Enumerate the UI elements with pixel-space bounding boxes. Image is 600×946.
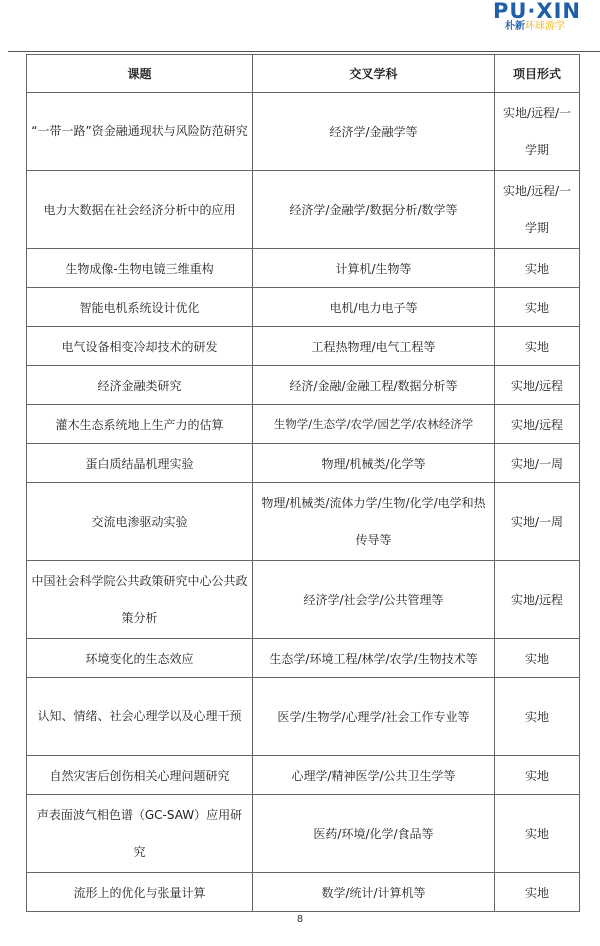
cell-format: 实地 — [495, 756, 580, 795]
cell-topic: 声表面波气相色谱（GC-SAW）应用研究 — [27, 795, 253, 873]
cell-format: 实地/远程 — [495, 405, 580, 444]
cell-topic: 电力大数据在社会经济分析中的应用 — [27, 171, 253, 249]
table-row — [27, 171, 580, 249]
cell-format: 实地 — [495, 639, 580, 678]
cell-topic: “一带一路”资金融通现状与风险防范研究 — [27, 93, 253, 171]
cell-format: 实地 — [495, 678, 580, 756]
logo-wordmark: PU∙XIN — [493, 0, 582, 23]
header-topic: 课题 — [27, 55, 253, 93]
cell-format: 实地/远程/一学期 — [495, 171, 580, 249]
table-row — [27, 639, 580, 678]
cell-topic: 灌木生态系统地上生产力的估算 — [27, 405, 253, 444]
table-row — [27, 405, 580, 444]
cell-format: 实地/一周 — [495, 483, 580, 561]
cell-discipline: 医学/生物学/心理学/社会工作专业等 — [253, 678, 495, 756]
cell-format: 实地 — [495, 288, 580, 327]
table-row — [27, 327, 580, 366]
cell-discipline: 经济学/社会学/公共管理等 — [253, 561, 495, 639]
logo-tagline — [505, 20, 565, 34]
table-row — [27, 873, 580, 912]
cell-topic: 蛋白质结晶机理实验 — [27, 444, 253, 483]
cell-topic: 经济金融类研究 — [27, 366, 253, 405]
cell-topic: 自然灾害后创伤相关心理问题研究 — [27, 756, 253, 795]
cell-format: 实地/远程 — [495, 561, 580, 639]
cell-topic: 电气设备相变冷却技术的研发 — [27, 327, 253, 366]
table-row — [27, 561, 580, 639]
header-discipline: 交叉学科 — [253, 55, 495, 93]
cell-discipline: 生物学/生态学/农学/园艺学/农林经济学 — [253, 405, 495, 444]
cell-discipline: 计算机/生物等 — [253, 249, 495, 288]
cell-discipline: 心理学/精神医学/公共卫生学等 — [253, 756, 495, 795]
logo-tagline-text: 环球游学 — [525, 21, 565, 32]
cell-discipline: 物理/机械类/流体力学/生物/化学/电学和热传导等 — [253, 483, 495, 561]
cell-format: 实地/远程/一学期 — [495, 93, 580, 171]
cell-topic: 流形上的优化与张量计算 — [27, 873, 253, 912]
cell-discipline: 物理/机械类/化学等 — [253, 444, 495, 483]
table-row — [27, 756, 580, 795]
page-number: 8 — [296, 914, 304, 925]
cell-discipline: 电机/电力电子等 — [253, 288, 495, 327]
table-row — [27, 366, 580, 405]
cell-discipline: 生态学/环境工程/林学/农学/生物技术等 — [253, 639, 495, 678]
table-row — [27, 444, 580, 483]
cell-discipline: 工程热物理/电气工程等 — [253, 327, 495, 366]
table-row — [27, 483, 580, 561]
cell-discipline: 经济学/金融学等 — [253, 93, 495, 171]
cell-discipline: 经济学/金融学/数据分析/数学等 — [253, 171, 495, 249]
project-table — [26, 54, 580, 912]
cell-format: 实地/一周 — [495, 444, 580, 483]
cell-topic: 认知、情绪、社会心理学以及心理干预 — [27, 678, 253, 756]
header-divider — [8, 51, 600, 52]
table-row — [27, 288, 580, 327]
cell-discipline: 经济/金融/金融工程/数据分析等 — [253, 366, 495, 405]
table-row — [27, 93, 580, 171]
brand-logo — [493, 0, 597, 40]
cell-discipline: 医药/环境/化学/食品等 — [253, 795, 495, 873]
table-header-row — [27, 55, 580, 93]
header-format: 项目形式 — [495, 55, 580, 93]
cell-format: 实地 — [495, 327, 580, 366]
cell-format: 实地 — [495, 795, 580, 873]
cell-discipline: 数学/统计/计算机等 — [253, 873, 495, 912]
cell-format: 实地 — [495, 249, 580, 288]
table-row — [27, 249, 580, 288]
cell-topic: 智能电机系统设计优化 — [27, 288, 253, 327]
cell-topic: 生物成像-生物电镜三维重构 — [27, 249, 253, 288]
table-row — [27, 678, 580, 756]
cell-format: 实地/远程 — [495, 366, 580, 405]
cell-topic: 中国社会科学院公共政策研究中心公共政策分析 — [27, 561, 253, 639]
cell-topic: 交流电渗驱动实验 — [27, 483, 253, 561]
cell-format: 实地 — [495, 873, 580, 912]
table-row — [27, 795, 580, 873]
logo-tagline-brand: 朴新 — [505, 21, 525, 32]
cell-topic: 环境变化的生态效应 — [27, 639, 253, 678]
